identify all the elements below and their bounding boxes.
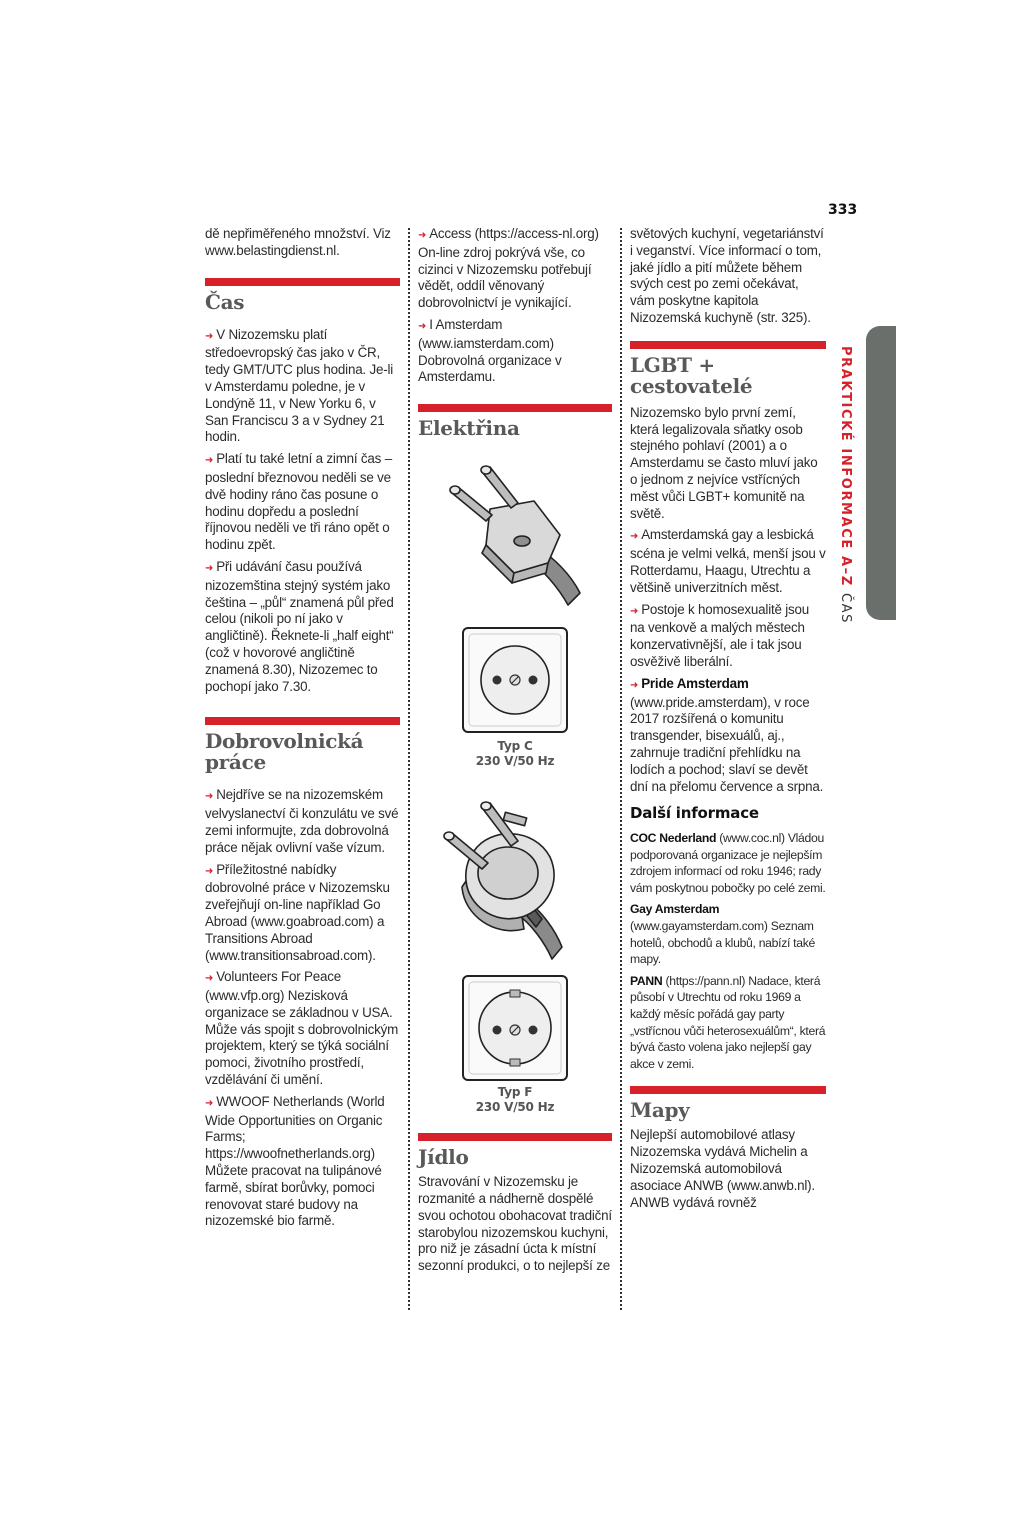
list-item: ➜ Access (https://access-nl.org) On-line zdroj pokrývá vše, co cizinci v Nizozemsku potřebují vědět, oddíl věnovaný dobrovolnictví je vynikající. (418, 226, 612, 312)
plug-voltage-label: 230 V/50 Hz (475, 1100, 555, 1115)
list-item: ➜ V Nizozemsku platí středoevropský čas jako v ČR, tedy GMT/UTC plus hodina. Je-li v Amsterdamu poledne, je v Londýně 11, v New Yorku 6, v San Franciscu 3 a v Sydney 21 hodin. (205, 327, 400, 447)
plug-type-label: Typ C (497, 739, 533, 754)
column-1 (205, 226, 400, 1235)
section-heading-elektrina: Elektřina (418, 416, 520, 441)
list-item: ➜ Příležitostné nabídky dobrovolné práce v Nizozemsku zveřejňují on-line například Go Abroad (www.goabroad.com) a Transitions Abroad (www.transitionsabroad.com). (205, 862, 400, 965)
intro-text: světových kuchyní, vegetariánství i veganství. Více informací o tom, jaké jídlo a pití můžete během svých cest po zemi očekávat, vám poskytne kapitola Nizozemská kuchyně (str. 325). (630, 226, 824, 325)
page-number: 333 (828, 202, 858, 218)
list-item: ➜ Amsterdamská gay a lesbická scéna je velmi velká, menší jsou v Rotterdamu, Haagu, Utrechtu a většině univerzitních měst. (630, 527, 826, 596)
list-item: ➜ Postoje k homosexualitě jsou na venkově a malých městech konzervativnější, ale i tak jsou osvěživě liberální. (630, 602, 826, 671)
pride-text: (www.pride.amsterdam), v roce 2017 rozšířená o komunitu transgender, bisexuálů, aj., zahrnuje tradiční přehlídku na lodích a pochod; slaví se devět dní na přelomu července a srpna. (630, 694, 824, 794)
section-heading-lgbt: LGBT + cestovatelé (630, 352, 753, 398)
list-item: ➜ WWOOF Netherlands (World Wide Opportunities on Organic Farms; https://wwoofnetherlands.org) Můžete pracovat na tulipánové farmě, sbírat borůvky, pomoci renovovat staré budovy na nizozemské bio farmě. (205, 1094, 400, 1230)
list-item: ➜ Při udávání času používá nizozemština stejný systém jako čeština – „půl“ znamená půl před celou (nikoli po ní jako v angličtině). Řeknete-li „half eight“ (což v hovorové angličtině znamená 8.30), Nizozemec to pochopí jako 7.30. (205, 559, 400, 695)
body-text: Stravování v Nizozemsku je rozmanité a nádherně dospělé svou ochotou obohacovat tradiční starobylou nizozemskou kuchyni, pro niž je zásadní úcta k místní sezonní produkci, o to nejlepší ze (418, 1174, 612, 1274)
subheading-info: Další informace (630, 804, 759, 823)
list-item (630, 676, 826, 796)
info-entry-text: (www.gayamsterdam.com) Seznam hotelů, obchodů a klubů, nabízí také mapy. (630, 919, 816, 967)
body-text: Nizozemsko bylo první zemí, která legalizovala sňatky osob stejného pohlaví (2001) a o Amsterdamu se často mluví jako o jednom z nejvíce vstřícných měst vůči LGBT+ komunitě na světě. (630, 404, 818, 521)
section-heading-cas: Čas (205, 289, 245, 314)
plug-voltage-label: 230 V/50 Hz (475, 754, 555, 769)
section-heading-mapy: Mapy (630, 1098, 690, 1123)
column-divider (620, 228, 622, 1310)
info-entry-text: (https://pann.nl) Nadace, která působí v Utrechtu od roku 1969 a každý měsíc pořádá gay party „vstřícnou vůči heterosexuálům“, která bývá často volena jako nejlepší gay akce v zemi. (630, 973, 826, 1071)
list-item: ➜ Nejdříve se na nizozemském velvyslanectví či konzulátu ve své zemi informujte, zda dobrovolná práce nějak ovlivní vaše vízum. (205, 787, 400, 856)
section-heading-jidlo: Jídlo (418, 1145, 469, 1170)
info-entry (630, 830, 826, 896)
list-item: ➜ Volunteers For Peace (www.vfp.org) Nezisková organizace se základnou v USA. Může vás spojit s dobrovolnickým projektem, který se týká sociální pomoci, životního prostředí, vzdělávání či umění. (205, 969, 400, 1089)
info-entry (630, 901, 826, 967)
socket-type-f-icon (460, 973, 570, 1083)
list-item: ➜ Platí tu také letní a zimní čas – poslední březnovou neděli se ve dvě hodiny ráno čas posune o hodinu dopředu a poslední říjnovou neděli ve tři ráno opět o hodinu zpět. (205, 451, 400, 554)
section-bar (418, 1133, 612, 1141)
intro-text: dě nepřiměřeného množství. Viz www.belastingdienst.nl. (205, 226, 391, 258)
info-entry-name: Gay Amsterdam (630, 902, 720, 917)
column-3 (630, 226, 826, 1216)
info-entry-name: PANN (630, 973, 663, 988)
info-entry-name: COC Nederland (630, 831, 717, 846)
section-bar (205, 278, 400, 286)
info-entry-text: (www.coc.nl) Vládou podporovaná organizace je nejlepším zdrojem informací od roku 1946; rady vám poskytnou pobočky po celé zemi. (630, 831, 826, 895)
section-bar (630, 1086, 826, 1094)
side-tab-subsection: ČAS (838, 592, 853, 624)
plug-type-c-icon (430, 453, 600, 619)
socket-type-c-icon (460, 625, 570, 735)
column-divider (408, 228, 410, 1310)
side-tab-section: PRAKTICKÉ INFORMACE A–Z (838, 346, 853, 587)
section-bar (630, 341, 826, 349)
info-entry (630, 973, 826, 1073)
side-tab-label (838, 346, 853, 624)
side-tab (866, 326, 896, 620)
plug-type-f-icon (430, 787, 600, 973)
section-bar (205, 717, 400, 725)
pride-name: Pride Amsterdam (641, 675, 749, 691)
section-heading-volunteer: Dobrovolnická práce (205, 729, 364, 775)
column-2 (418, 226, 612, 1280)
body-text: Nejlepší automobilové atlasy Nizozemska vydává Michelin a Nizozemská automobilová asociace ANWB (www.anwb.nl). ANWB vydává rovněž (630, 1127, 815, 1210)
list-item: ➜ I Amsterdam (www.iamsterdam.com) Dobrovolná organizace v Amsterdamu. (418, 317, 612, 386)
section-bar (418, 404, 612, 412)
plug-type-label: Typ F (497, 1085, 533, 1100)
